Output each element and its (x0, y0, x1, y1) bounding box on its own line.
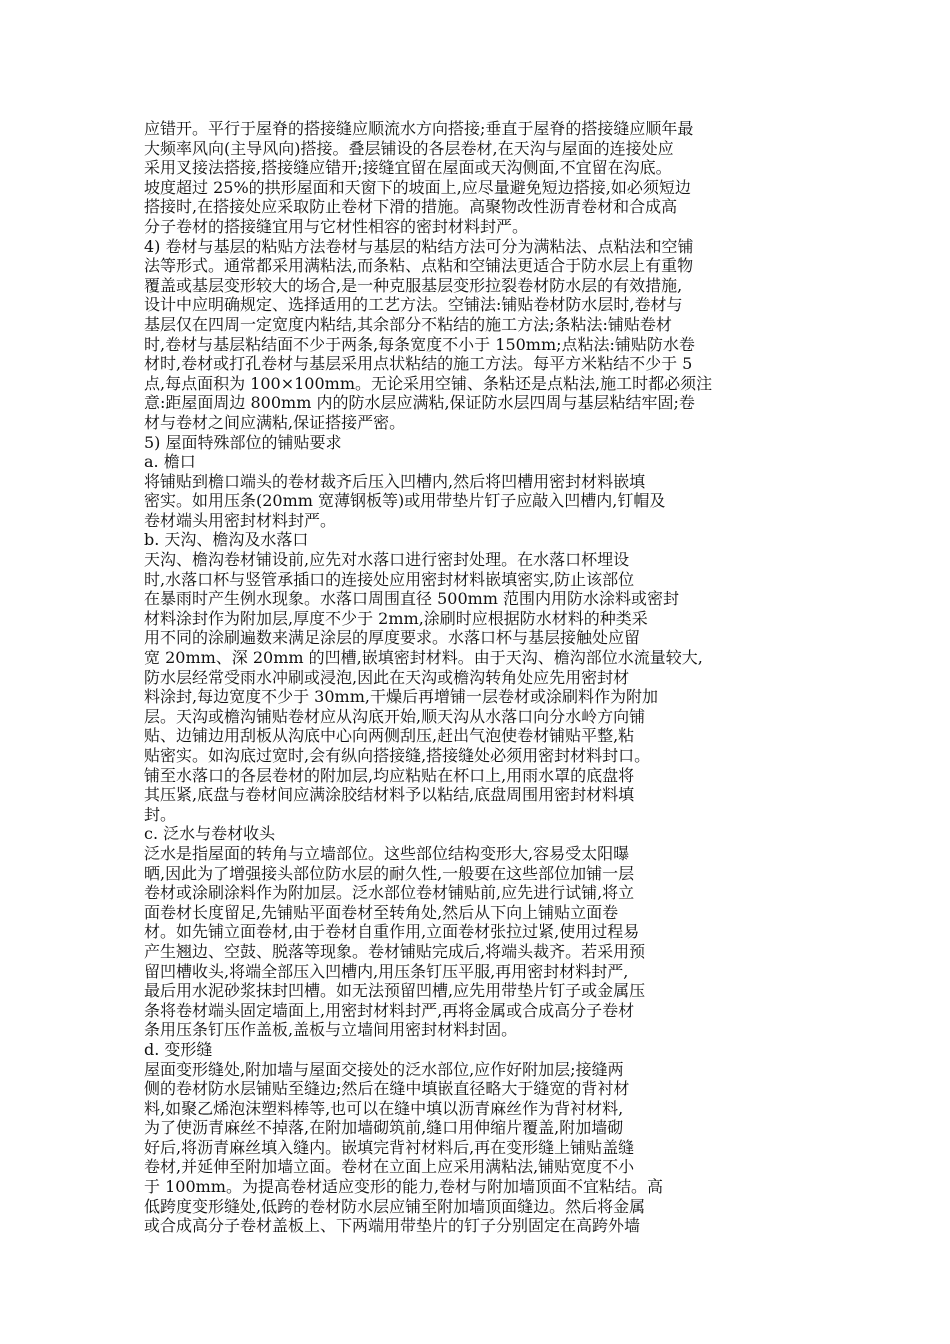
text-line: 料涂封,每边宽度不少于 30mm,干燥后再增铺一层卷材或涂刷料作为附加 (144, 687, 658, 707)
text-line: 层。天沟或檐沟铺贴卷材应从沟底开始,顺天沟从水落口向分水岭方向铺 (144, 706, 646, 726)
text-line: 泛水是指屋面的转角与立墙部位。这些部位结构变形大,容易受太阳曝 (144, 843, 630, 863)
text-line: 条用压条钉压作盖板,盖板与立墙间用密封材料封固。 (144, 1020, 518, 1040)
text-line: 时,卷材与基层粘结面不少于两条,每条宽度不小于 150mm;点粘法:铺贴防水卷 (144, 334, 695, 354)
text-line: 产生翘边、空鼓、脱落等现象。卷材铺贴完成后,将端头裁齐。若采用预 (144, 941, 646, 961)
text-line: 好后,将沥青麻丝填入缝内。嵌填完背衬材料后,再在变形缝上铺贴盖缝 (144, 1137, 635, 1157)
text-line: 留凹槽收头,将端全部压入凹槽内,用压条钉压平服,再用密封材料封严, (144, 961, 629, 981)
section-heading-4: 4) 卷材与基层的粘贴方法卷材与基层的粘结方法可分为满粘法、点粘法和空铺 (144, 236, 694, 256)
text-line: 封。 (144, 804, 177, 824)
text-line: 卷材端头用密封材料封严。 (144, 510, 337, 530)
text-line: 为了使沥青麻丝不掉落,在附加墙砌筑前,缝口用伸缩片覆盖,附加墙砌 (144, 1118, 624, 1138)
text-line: 低跨度变形缝处,低跨的卷材防水层应铺至附加墙顶面缝边。然后将金属 (144, 1196, 646, 1216)
text-line: 卷材或涂刷涂料作为附加层。泛水部位卷材铺贴前,应先进行试铺,将立 (144, 883, 635, 903)
text-line: 密实。如用压条(20mm 宽薄钢板等)或用带垫片钉子应敲入凹槽内,钉帽及 (144, 491, 666, 511)
subsection-heading-d: d. 变形缝 (144, 1039, 213, 1059)
text-line: 面卷材长度留足,先铺贴平面卷材至转角处,然后从下向上铺贴立面卷 (144, 902, 619, 922)
text-line: 或合成高分子卷材盖板上、下两端用带垫片的钉子分别固定在高跨外墙 (144, 1216, 641, 1236)
subsection-heading-b: b. 天沟、檐沟及水落口 (144, 530, 309, 550)
text-line: 其压紧,底盘与卷材间应满涂胶结材料予以粘结,底盘周围用密封材料填 (144, 785, 635, 805)
text-line: 屋面变形缝处,附加墙与屋面交接处的泛水部位,应作好附加层;接缝两 (144, 1059, 624, 1079)
text-line: 材与卷材之间应满粘,保证搭接严密。 (144, 412, 406, 432)
text-line: 分子卷材的搭接缝宜用与它材性相容的密封材料封严。 (144, 216, 529, 236)
text-line: 点,每点面积为 100×100mm。无论采用空铺、条粘还是点粘法,施工时都必须注 (144, 373, 713, 393)
text-line: 晒,因此为了增强接头部位防水层的耐久性,一般要在这些部位加铺一层 (144, 863, 635, 883)
text-line: 用不同的涂刷遍数来满足涂层的厚度要求。水落口杯与基层接触处应留 (144, 628, 641, 648)
text-line: 材料涂封作为附加层,厚度不少于 2mm,涂刷时应根据防水材料的种类采 (144, 608, 648, 628)
text-line: 宽 20mm、深 20mm 的凹槽,嵌填密封材料。由于天沟、檐沟部位水流量较大, (144, 648, 703, 668)
text-line: 料,如聚乙烯泡沫塑料棒等,也可以在缝中填以沥青麻丝作为背衬材料, (144, 1098, 624, 1118)
text-line: 材。如先铺立面卷材,由于卷材自重作用,立面卷材张拉过紧,使用过程易 (144, 922, 640, 942)
text-line: 意:距屋面周边 800mm 内的防水层应满粘,保证防水层四周与基层粘结牢固;卷 (144, 393, 695, 413)
text-line: 侧的卷材防水层铺贴至缝边;然后在缝中填嵌直径略大于缝宽的背衬材 (144, 1079, 630, 1099)
text-line: 最后用水泥砂浆抹封凹槽。如无法预留凹槽,应先用带垫片钉子或金属压 (144, 981, 646, 1001)
text-line: 法等形式。通常都采用满粘法,而条粘、点粘和空铺法更适合于防水层上有重物 (144, 256, 694, 276)
text-line: 天沟、檐沟卷材铺设前,应先对水落口进行密封处理。在水落口杯埋设 (144, 550, 630, 570)
text-line: 大频率风向(主导风向)搭接。叠层铺设的各层卷材,在天沟与屋面的连接处应 (144, 138, 674, 158)
document-body (144, 119, 824, 1236)
text-line: 在暴雨时产生例水现象。水落口周围直径 500mm 范围内用防水涂料或密封 (144, 589, 680, 609)
subsection-heading-c: c. 泛水与卷材收头 (144, 824, 276, 844)
text-line: 应错开。平行于屋脊的搭接缝应顺流水方向搭接;垂直于屋脊的搭接缝应顺年最 (144, 119, 694, 138)
text-line: 贴、边铺边用刮板从沟底中心向两侧刮压,赶出气泡使卷材铺贴平整,粘 (144, 726, 635, 746)
text-line: 条将卷材端头固定墙面上,用密封材料封严,再将金属或合成高分子卷材 (144, 1000, 635, 1020)
section-heading-5: 5) 屋面特殊部位的铺贴要求 (144, 432, 342, 452)
subsection-heading-a: a. 檐口 (144, 452, 196, 472)
text-line: 搭接时,在搭接处应采取防止卷材下滑的措施。高聚物改性沥青卷材和合成高 (144, 197, 678, 217)
text-line: 卷材,并延伸至附加墙立面。卷材在立面上应采用满粘法,铺贴宽度不小 (144, 1157, 635, 1177)
text-line: 材时,卷材或打孔卷材与基层采用点状粘结的施工方法。每平方米粘结不少于 5 (144, 354, 693, 374)
text-line: 采用叉接法搭接,搭接缝应错开;接缝宜留在屋面或天沟侧面,不宜留在沟底。 (144, 158, 672, 178)
text-line: 将铺贴到檐口端头的卷材裁齐后压入凹槽内,然后将凹槽用密封材料嵌填 (144, 471, 646, 491)
text-line: 坡度超过 25%的拱形屋面和天窗下的坡面上,应尽量避免短边搭接,如必须短边 (144, 177, 691, 197)
text-line: 设计中应明确规定、选择适用的工艺方法。空铺法:铺贴卷材防水层时,卷材与 (144, 295, 683, 315)
text-line: 覆盖或基层变形较大的场合,是一种克服基层变形拉裂卷材防水层的有效措施, (144, 275, 683, 295)
text-line: 防水层经常受雨水冲刷或浸泡,因此在天沟或檐沟转角处应先用密封材 (144, 667, 630, 687)
text-line: 铺至水落口的各层卷材的附加层,均应粘贴在杯口上,用雨水罩的底盘将 (144, 765, 635, 785)
text-line: 时,水落口杯与竖管承插口的连接处应用密封材料嵌填密实,防止该部位 (144, 569, 635, 589)
text-line: 于 100mm。为提高卷材适应变形的能力,卷材与附加墙顶面不宜粘结。高 (144, 1177, 664, 1197)
text-line: 贴密实。如沟底过宽时,会有纵向搭接缝,搭接缝处必须用密封材料封口。 (144, 746, 651, 765)
text-line: 基层仅在四周一定宽度内粘结,其余部分不粘结的施工方法;条粘法:铺贴卷材 (144, 314, 672, 334)
